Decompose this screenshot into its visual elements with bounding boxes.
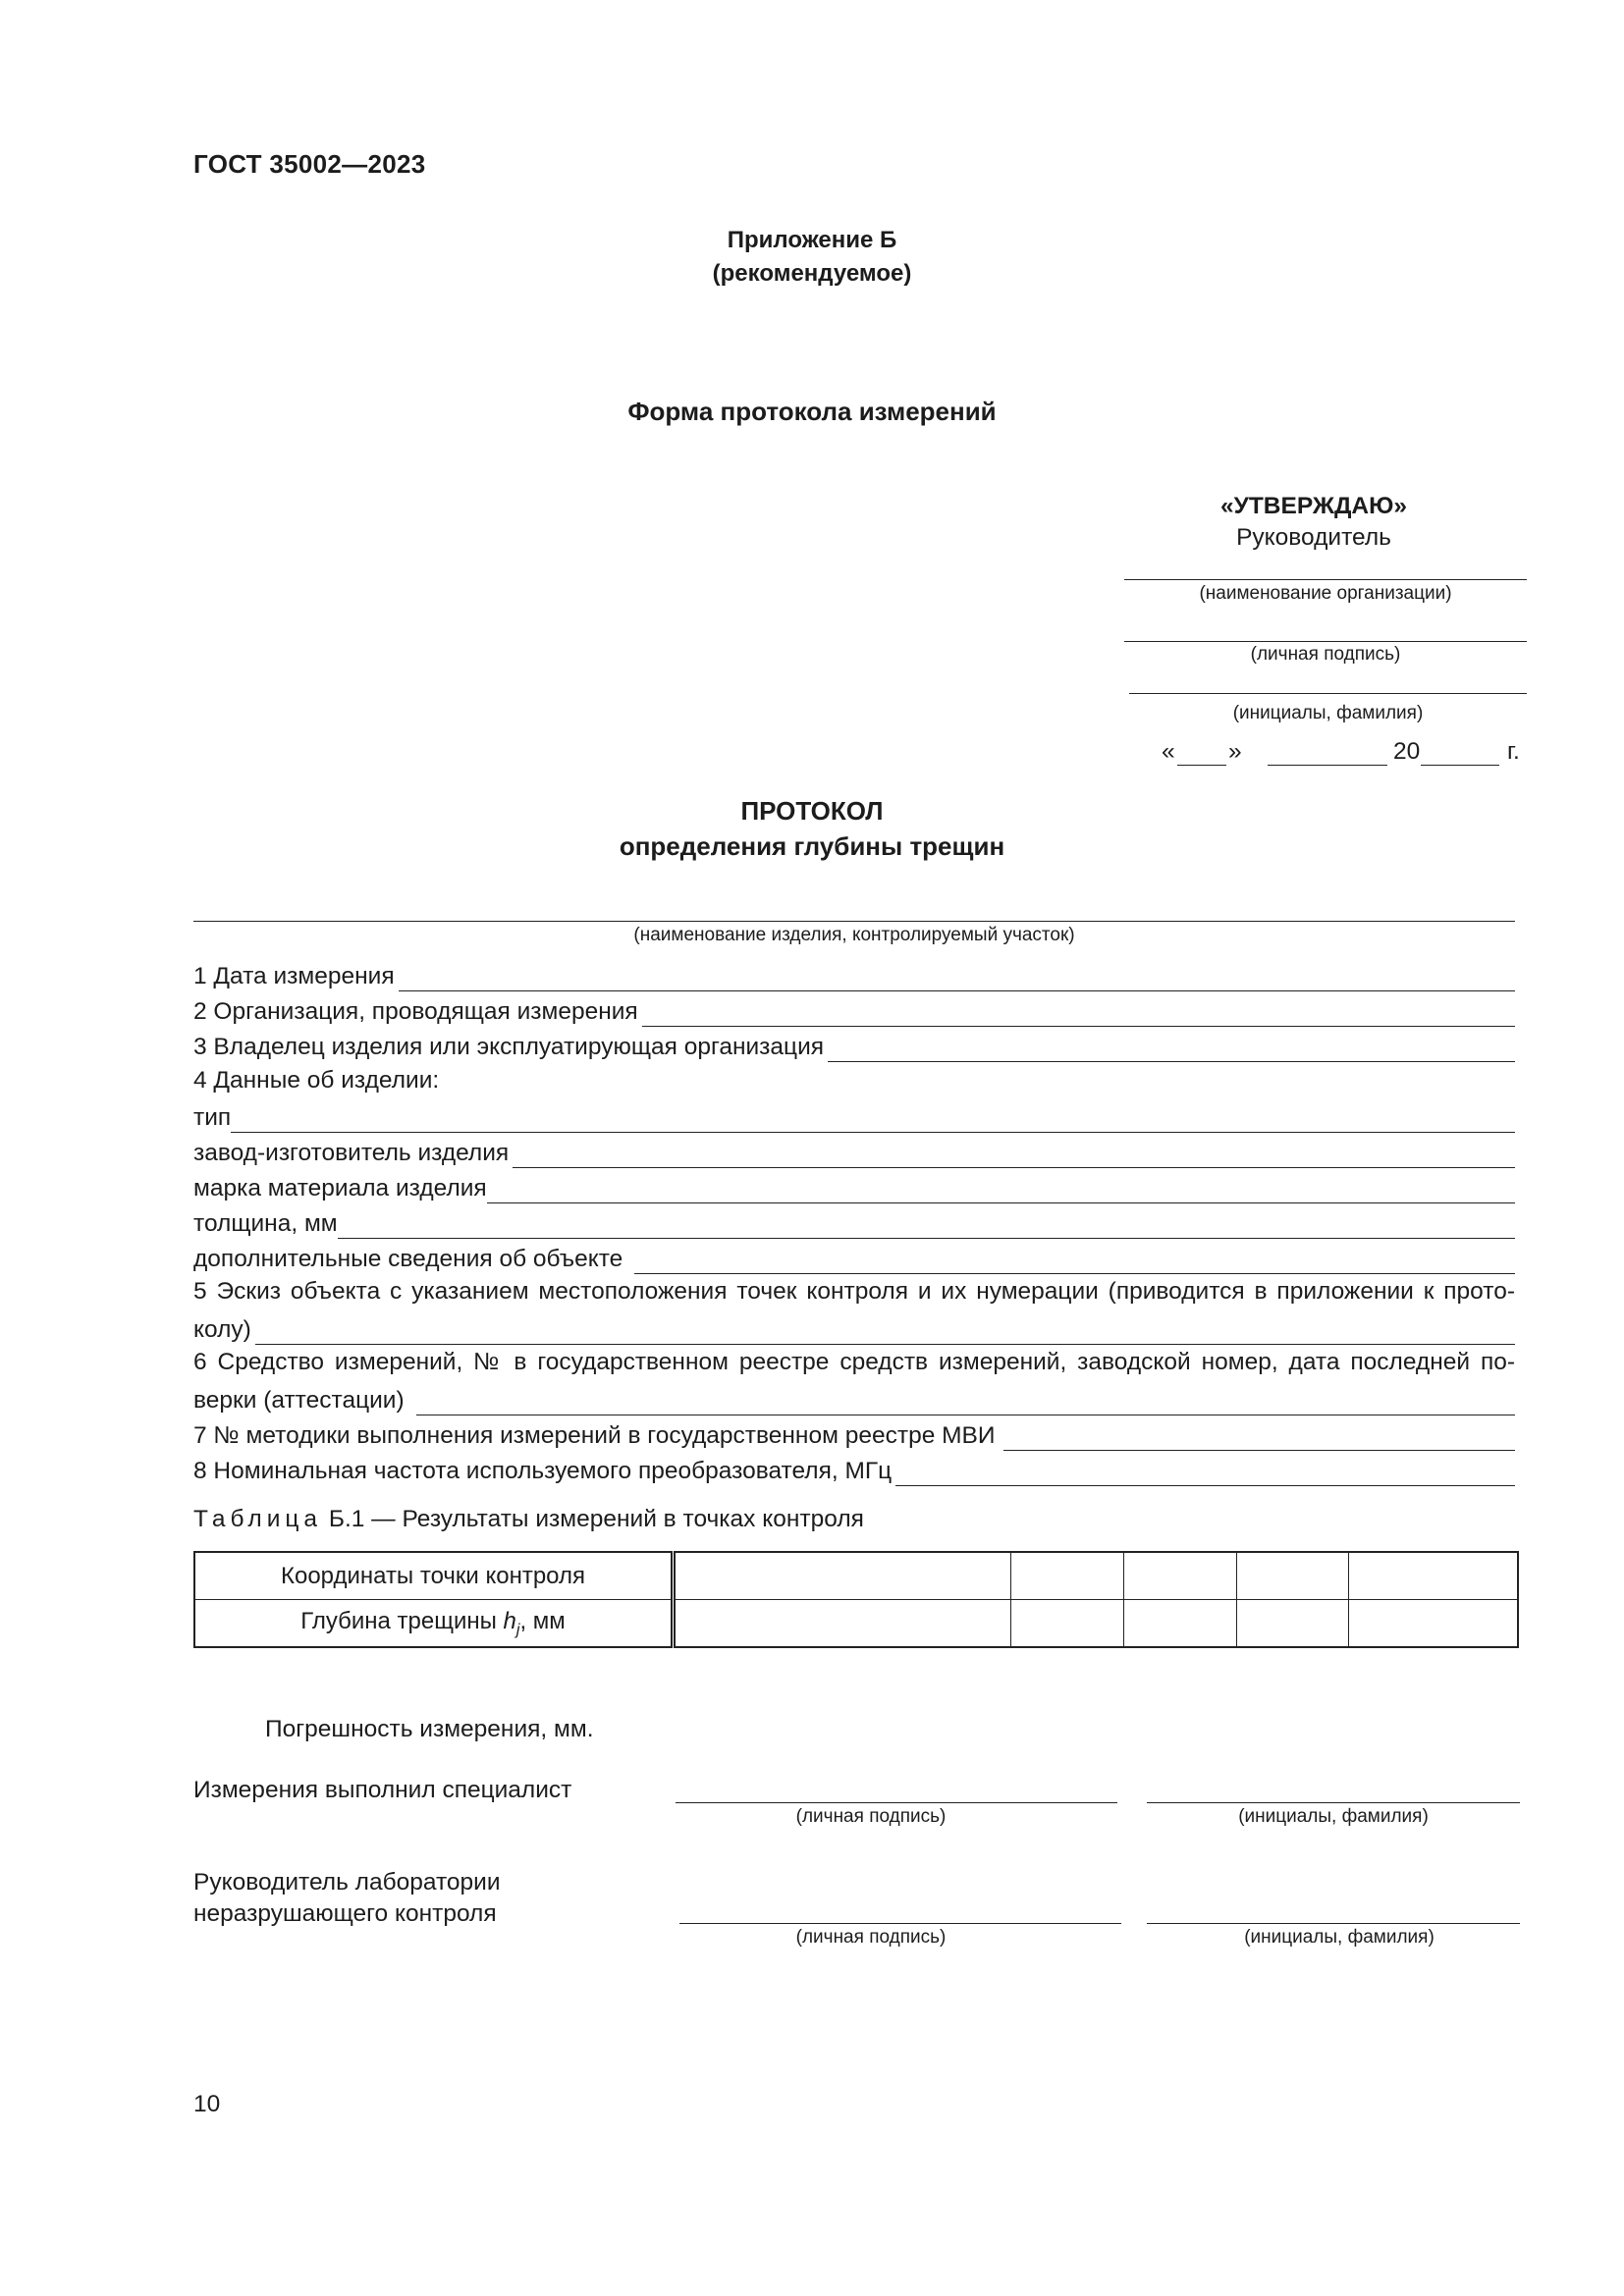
specialist-signature-line[interactable] bbox=[676, 1802, 1117, 1803]
field-label: 8 Номинальная частота используемого преобразователя, МГц bbox=[193, 1458, 893, 1484]
lab-head-name-line[interactable] bbox=[1147, 1923, 1520, 1924]
field-thickness bbox=[193, 1207, 1515, 1239]
field-label: тип bbox=[193, 1104, 232, 1131]
approval-org-caption: (наименование организации) bbox=[1199, 583, 1452, 604]
field-blank[interactable] bbox=[634, 1248, 1515, 1274]
annex-subtitle: (рекомендуемое) bbox=[712, 260, 912, 287]
field-frequency bbox=[193, 1455, 1515, 1486]
field-label: марка материала изделия bbox=[193, 1175, 487, 1201]
table-caption-prefix: Таблица bbox=[193, 1506, 323, 1532]
field-measurement-date bbox=[193, 960, 1515, 991]
date-open-quote: « bbox=[1162, 738, 1175, 765]
field-owner bbox=[193, 1031, 1515, 1062]
date-day-line bbox=[1177, 765, 1226, 766]
field-material bbox=[193, 1172, 1515, 1203]
approval-signature-caption: (личная подпись) bbox=[1250, 644, 1401, 665]
table-cell[interactable] bbox=[1236, 1600, 1349, 1648]
lab-head-label-line1: Руководитель лаборатории bbox=[193, 1869, 501, 1896]
lab-head-name-caption: (инициалы, фамилия) bbox=[1244, 1927, 1435, 1948]
page-number: 10 bbox=[193, 2091, 221, 2117]
crack-depth-variable: h bbox=[503, 1607, 516, 1634]
field-blank[interactable] bbox=[895, 1460, 1515, 1486]
table-cell[interactable] bbox=[674, 1552, 1011, 1600]
table-cell[interactable] bbox=[1349, 1552, 1518, 1600]
annex-title: Приложение Б bbox=[727, 227, 897, 253]
table-cell[interactable] bbox=[1011, 1600, 1124, 1648]
object-name-caption: (наименование изделия, контролируемый участок) bbox=[633, 925, 1075, 945]
field-blank[interactable] bbox=[513, 1142, 1515, 1168]
field-blank[interactable] bbox=[416, 1389, 1515, 1415]
date-year-suffix: г. bbox=[1507, 738, 1520, 765]
field-blank[interactable] bbox=[399, 965, 1515, 991]
approval-name-caption: (инициалы, фамилия) bbox=[1232, 703, 1424, 723]
field-blank[interactable] bbox=[231, 1106, 1515, 1133]
field-product-data-heading: 4 Данные об изделии: bbox=[193, 1067, 440, 1094]
table-cell[interactable] bbox=[1123, 1552, 1236, 1600]
approval-position: Руководитель bbox=[1236, 524, 1391, 551]
measurement-error-text: Погрешность измерения, мм. bbox=[265, 1716, 594, 1742]
crack-depth-unit: , мм bbox=[519, 1607, 566, 1634]
row-header-crack-depth bbox=[194, 1600, 674, 1648]
field-blank[interactable] bbox=[487, 1177, 1515, 1203]
protocol-heading bbox=[0, 793, 1624, 864]
table-row bbox=[194, 1600, 1518, 1648]
table-cell[interactable] bbox=[1123, 1600, 1236, 1648]
field-instrument bbox=[193, 1384, 1515, 1415]
lab-head-label-line2: неразрушающего контроля bbox=[193, 1900, 497, 1927]
specialist-signature-caption: (личная подпись) bbox=[795, 1806, 947, 1827]
approval-signature-line bbox=[1124, 641, 1527, 642]
field-blank[interactable] bbox=[828, 1036, 1515, 1062]
field-label: верки (аттестации) bbox=[193, 1387, 405, 1414]
field-blank[interactable] bbox=[338, 1212, 1515, 1239]
table-caption-text: Б.1 — Результаты измерений в точках контроля bbox=[322, 1506, 864, 1532]
results-table bbox=[193, 1551, 1519, 1648]
table-cell[interactable] bbox=[1349, 1600, 1518, 1648]
protocol-title: ПРОТОКОЛ bbox=[740, 796, 884, 826]
table-row bbox=[194, 1552, 1518, 1600]
field-manufacturer bbox=[193, 1137, 1515, 1168]
approval-name-line bbox=[1129, 693, 1527, 694]
table-cell[interactable] bbox=[1011, 1552, 1124, 1600]
field-sketch bbox=[193, 1313, 1515, 1345]
field-label: 1 Дата измерения bbox=[193, 963, 395, 989]
table-cell[interactable] bbox=[674, 1600, 1011, 1648]
approval-org-line bbox=[1124, 579, 1527, 580]
field-label: 7 № методики выполнения измерений в государственном реестре МВИ bbox=[193, 1422, 996, 1449]
row-header-coordinates: Координаты точки контроля bbox=[194, 1552, 674, 1600]
field-label: 3 Владелец изделия или эксплуатирующая организация bbox=[193, 1034, 825, 1060]
object-name-line bbox=[193, 921, 1515, 922]
document-code: ГОСТ 35002—2023 bbox=[193, 149, 426, 179]
crack-depth-subscript: j bbox=[515, 1621, 520, 1638]
field-blank[interactable] bbox=[642, 1000, 1515, 1027]
field-label: дополнительные сведения об объекте bbox=[193, 1246, 623, 1272]
field-instrument-line1: 6 Средство измерений, № в государственном реестре средств измерений, заводской номер, дата последней по- bbox=[193, 1349, 1515, 1375]
protocol-subtitle: определения глубины трещин bbox=[619, 831, 1005, 861]
field-blank[interactable] bbox=[255, 1318, 1515, 1345]
date-close-quote: » bbox=[1228, 738, 1242, 765]
specialist-name-line[interactable] bbox=[1147, 1802, 1520, 1803]
crack-depth-label: Глубина трещины bbox=[300, 1607, 504, 1634]
date-month-line bbox=[1268, 765, 1387, 766]
field-label: колу) bbox=[193, 1316, 251, 1343]
field-label: завод-изготовитель изделия bbox=[193, 1140, 510, 1166]
field-organization bbox=[193, 995, 1515, 1027]
field-label: толщина, мм bbox=[193, 1210, 338, 1237]
lab-head-signature-line[interactable] bbox=[679, 1923, 1121, 1924]
specialist-name-caption: (инициалы, фамилия) bbox=[1238, 1806, 1429, 1827]
annex-heading bbox=[0, 224, 1624, 291]
form-title: Форма протокола измерений bbox=[627, 397, 997, 426]
field-type bbox=[193, 1101, 1515, 1133]
field-blank[interactable] bbox=[1003, 1424, 1516, 1451]
field-sketch-line1: 5 Эскиз объекта с указанием местоположения точек контроля и их нумерации (приводится в приложении к прото- bbox=[193, 1278, 1515, 1305]
date-year-line bbox=[1421, 765, 1499, 766]
date-year-prefix: 20 bbox=[1393, 738, 1421, 765]
field-method bbox=[193, 1419, 1515, 1451]
approval-date bbox=[1162, 738, 1527, 770]
field-label: 2 Организация, проводящая измерения bbox=[193, 998, 638, 1025]
field-extra-info bbox=[193, 1243, 1515, 1274]
lab-head-signature-caption: (личная подпись) bbox=[795, 1927, 947, 1948]
table-caption bbox=[193, 1506, 864, 1533]
approval-stamp: «УТВЕРЖДАЮ» bbox=[1219, 493, 1408, 519]
specialist-label: Измерения выполнил специалист bbox=[193, 1777, 572, 1803]
table-cell[interactable] bbox=[1236, 1552, 1349, 1600]
